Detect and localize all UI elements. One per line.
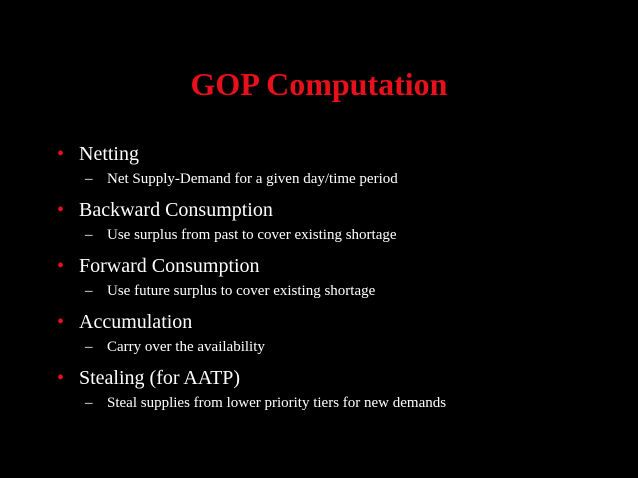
bullet-text: Stealing (for AATP) bbox=[79, 367, 241, 389]
list-item bbox=[57, 253, 627, 309]
dash-icon: – bbox=[85, 227, 93, 243]
bullet-item bbox=[57, 197, 627, 224]
list-item bbox=[57, 365, 627, 421]
bullet-item bbox=[57, 253, 627, 280]
bullet-icon: • bbox=[57, 311, 65, 333]
sub-bullet-text: Use surplus from past to cover existing shortage bbox=[107, 227, 397, 243]
sub-bullet-text: Carry over the availability bbox=[107, 339, 265, 355]
bullet-text: Accumulation bbox=[79, 311, 193, 333]
bullet-text: Netting bbox=[79, 143, 139, 165]
slide-title: GOP Computation bbox=[190, 66, 448, 102]
dash-icon: – bbox=[85, 395, 93, 411]
dash-icon: – bbox=[85, 171, 93, 187]
dash-icon: – bbox=[85, 339, 93, 355]
sub-bullet-item bbox=[57, 224, 627, 253]
bullet-icon: • bbox=[57, 143, 65, 165]
bullet-item bbox=[57, 365, 627, 392]
sub-bullet-item bbox=[57, 168, 627, 197]
list-item bbox=[57, 197, 627, 253]
bullet-icon: • bbox=[57, 199, 65, 221]
bullet-item bbox=[57, 141, 627, 168]
sub-bullet-item bbox=[57, 392, 627, 421]
bullet-item bbox=[57, 309, 627, 336]
bullet-text: Forward Consumption bbox=[79, 255, 260, 277]
list-item bbox=[57, 309, 627, 365]
bullet-icon: • bbox=[57, 255, 65, 277]
sub-bullet-item bbox=[57, 336, 627, 365]
sub-bullet-text: Net Supply-Demand for a given day/time period bbox=[107, 171, 398, 187]
bullet-text: Backward Consumption bbox=[79, 199, 273, 221]
sub-bullet-text: Use future surplus to cover existing shortage bbox=[107, 283, 376, 299]
bullet-icon: • bbox=[57, 367, 65, 389]
dash-icon: – bbox=[85, 283, 93, 299]
sub-bullet-item bbox=[57, 280, 627, 309]
bullet-list bbox=[57, 141, 627, 421]
sub-bullet-text: Steal supplies from lower priority tiers for new demands bbox=[107, 395, 447, 411]
list-item bbox=[57, 141, 627, 197]
